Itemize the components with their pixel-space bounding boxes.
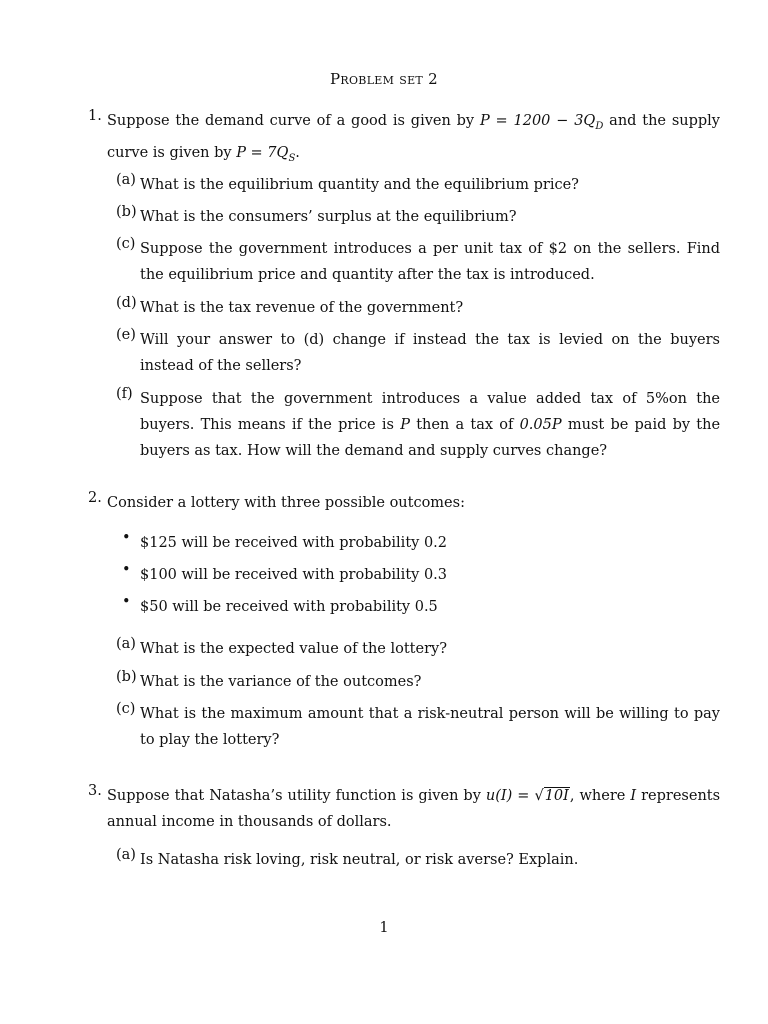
part-1b: (b) What is the consumers’ surplus at the equilibrium? [116,204,517,225]
supply-equation: $P = 7Q_S$ [236,144,296,164]
list-item: • $125 will be received with probability 0.2 [122,530,448,551]
list-item: • $50 will be received with probability 0.5 [122,594,438,615]
part-1e: (e) Will your answer to (d) change if instead the tax is levied on the buyers instead of the sellers? [116,327,720,374]
part-2c: (c) What is the maximum amount that a risk-neutral person will be willing to pay to play the lottery? [116,701,720,748]
part-1d: (d) What is the tax revenue of the government? [116,295,464,316]
problem-text: Suppose the demand curve of a good is given by $P = 1200 - 3Q_D$ and the supply curve is given by $P = 7Q_S$. [107,113,720,164]
problem-3: 3. Suppose that Natasha’s utility function is given by u(I) = √10I, where I represents annual income in thousands of dollars. [88,783,721,830]
demand-equation: $P = 1200 - 3Q_D$ [479,113,604,132]
part-1c: (c) Suppose the government introduces a per unit tax of $2 on the sellers. Find the equilibrium price and quantity after the tax is introduced. [116,236,721,283]
part-2a: (a) What is the expected value of the lottery? [116,636,447,657]
utility-function: u(I) = √10I [485,788,569,804]
part-3a: (a) Is Natasha risk loving, risk neutral, or risk averse? Explain. [116,847,579,868]
page-title: Problem set 2 [330,70,438,88]
page-number: 1 [379,920,389,936]
problem-number: 1. [88,108,102,124]
bullet-icon: • [122,594,131,610]
problem-2: 2. Consider a lottery with three possible outcomes: [88,490,465,511]
bullet-icon: • [122,530,131,546]
bullet-icon: • [122,562,131,578]
list-item: • $100 will be received with probability 0.3 [122,562,448,583]
problem-1 [88,108,720,172]
part-2b: (b) What is the variance of the outcomes? [116,669,422,690]
part-1f: (f) Suppose that the government introduces a value added tax of 5%on the buyers. This means if the price is P then a tax of 0.05P must be paid by the buyers as tax. How will the demand and supply curves change? [116,386,721,459]
part-1a: (a) What is the equilibrium quantity and the equilibrium price? [116,172,579,193]
